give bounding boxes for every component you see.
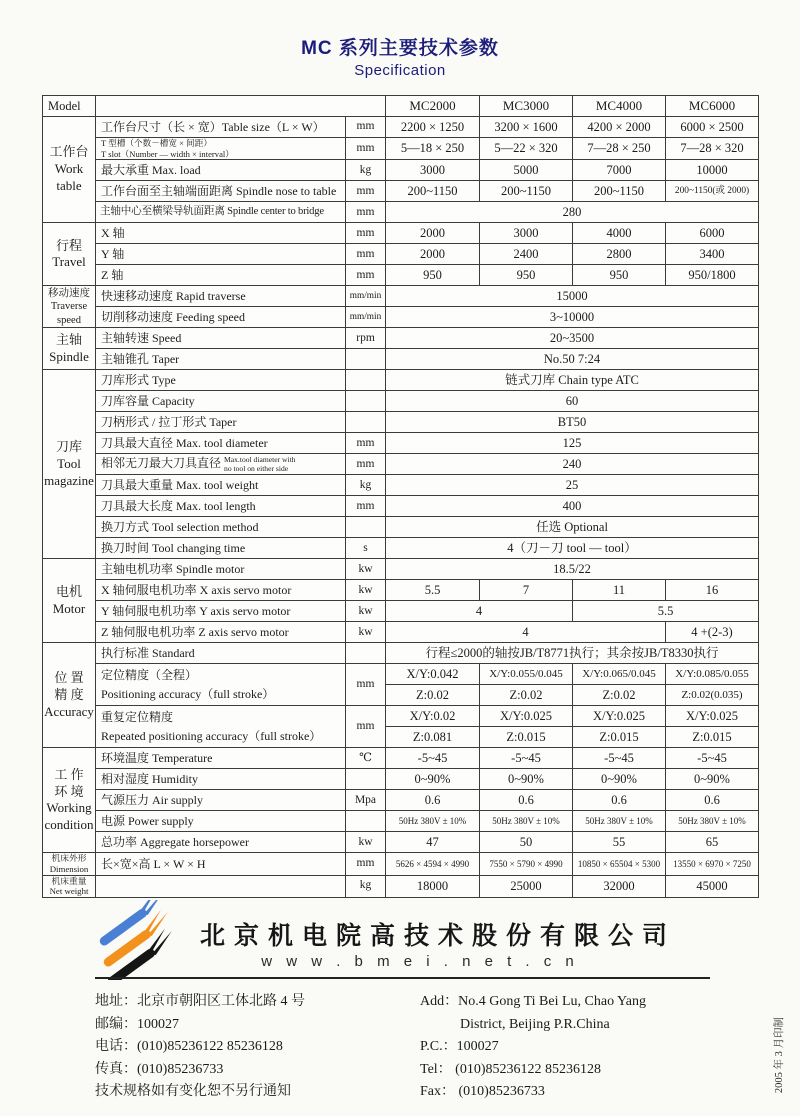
table-cell: T 型槽（个数－槽宽 × 间距） T slot（Number — width × interval） [96,138,346,160]
table-cell: MC3000 [480,96,573,117]
table-cell: Y 轴 [96,244,346,265]
table-cell: 4200 × 2000 [573,117,666,138]
table-cell: s [346,538,386,559]
table-cell [346,412,386,433]
table-cell: 刀具最大直径 Max. tool diameter [96,433,346,454]
table-cell: 4 [386,601,573,622]
table-cell: 50Hz 380V ± 10% [666,811,759,832]
table-cell: -5~45 [573,748,666,769]
table-cell: 400 [386,496,759,517]
table-cell: 32000 [573,875,666,897]
table-cell: Model [43,96,96,117]
table-cell: kw [346,622,386,643]
table-cell: mm [346,244,386,265]
table-cell: 切削移动速度 Feeding speed [96,307,346,328]
table-cell: 重复定位精度 Repeated positioning accuracy（full stroke） [96,706,346,748]
table-cell: 0.6 [386,790,480,811]
table-cell: X/Y:0.042 [386,664,480,685]
table-cell: kg [346,875,386,897]
spec-table-body [43,96,759,898]
table-cell [346,517,386,538]
table-cell [346,769,386,790]
table-cell: mm [346,181,386,202]
table-cell: 3200 × 1600 [480,117,573,138]
table-cell: 55 [573,832,666,853]
table-cell: Z:0.015 [666,727,759,748]
table-cell: 240 [386,454,759,475]
table-cell: 50 [480,832,573,853]
table-cell: 50Hz 380V ± 10% [573,811,666,832]
table-cell: Z:0.02 [573,685,666,706]
table-cell: mm [346,454,386,475]
table-cell: 主轴转速 Speed [96,328,346,349]
table-cell: X/Y:0.085/0.055 [666,664,759,685]
table-cell: 950 [480,265,573,286]
company-website: w w w . b m e i . n e t . c n [261,953,579,970]
table-cell: kg [346,475,386,496]
table-cell: mm/min [346,307,386,328]
table-cell: Mpa [346,790,386,811]
table-cell: mm [346,223,386,244]
table-cell: 2400 [480,244,573,265]
table-cell: X/Y:0.025 [480,706,573,727]
table-cell [346,811,386,832]
table-cell: kg [346,160,386,181]
phone-line-en: Tel： (010)85236122 85236128 [420,1061,602,1077]
table-cell: X/Y:0.02 [386,706,480,727]
table-cell: MC6000 [666,96,759,117]
table-cell: 950/1800 [666,265,759,286]
table-cell: -5~45 [666,748,759,769]
table-cell: 50Hz 380V ± 10% [480,811,573,832]
table-cell: 10000 [666,160,759,181]
address-line: 地址：北京市朝阳区工体北路 4 号 [95,994,305,1009]
table-cell: 50Hz 380V ± 10% [386,811,480,832]
table-cell: 5—22 × 320 [480,138,573,160]
table-cell: MC2000 [386,96,480,117]
page-subtitle: Specification [354,62,446,79]
spec-table [42,95,759,898]
disclaimer-line: 技术规格如有变化恕不另行通知 [95,1084,291,1100]
table-cell: 环境温度 Temperature [96,748,346,769]
table-cell: 65 [666,832,759,853]
table-cell: 电源 Power supply [96,811,346,832]
table-cell: 200~1150 [480,181,573,202]
table-cell: mm [346,706,386,748]
table-cell: Z:0.081 [386,727,480,748]
table-cell: BT50 [386,412,759,433]
table-cell: 气源压力 Air supply [96,790,346,811]
table-cell: 2000 [386,223,480,244]
table-cell: Y 轴伺服电机功率 Y axis servo motor [96,601,346,622]
address-block-cn [95,991,305,1104]
table-cell: 3000 [480,223,573,244]
table-cell: mm [346,138,386,160]
table-cell: 125 [386,433,759,454]
table-cell: 主轴锥孔 Taper [96,349,346,370]
table-cell: 280 [386,202,759,223]
table-cell: 相邻无刀最大刀具直径 Max.tool diameter with no tool on either side [96,454,346,475]
table-cell: X 轴伺服电机功率 X axis servo motor [96,580,346,601]
print-date-note: 2005 年 3 月印制 [774,1016,785,1094]
table-cell: 18000 [386,875,480,897]
table-cell: 任选 Optional [386,517,759,538]
postcode-line: 邮编：100027 [95,1016,179,1032]
table-cell: 机床外形 Dimension [43,853,96,875]
table-cell: mm [346,433,386,454]
table-cell: mm [346,117,386,138]
table-cell: 0~90% [386,769,480,790]
table-cell: Z 轴 [96,265,346,286]
table-cell [346,370,386,391]
table-cell: 0.6 [666,790,759,811]
address-line-en: Add：No.4 Gong Ti Bei Lu, Chao Yang [420,994,646,1009]
table-cell: 5000 [480,160,573,181]
table-cell: 位 置 精 度 Accuracy [43,643,96,748]
table-cell: X/Y:0.025 [666,706,759,727]
table-cell: 7 [480,580,573,601]
postcode-line-en: P.C.：100027 [420,1039,499,1055]
table-cell: 10850 × 65504 × 5300 [573,853,666,875]
table-cell: 7000 [573,160,666,181]
table-cell: 主轴中心至横梁导轨面距离 Spindle center to bridge [96,202,346,223]
table-cell: kw [346,580,386,601]
table-cell: mm [346,496,386,517]
table-cell: 快速移动速度 Rapid traverse [96,286,346,307]
table-cell: -5~45 [386,748,480,769]
table-cell: 定位精度（全程） Positioning accuracy（full stroke） [96,664,346,706]
company-name: 北京机电院高技术股份有限公司 [200,922,677,950]
spec-table-wrap [42,95,759,898]
table-cell: X/Y:0.065/0.045 [573,664,666,685]
fax-line: 传真：(010)85236733 [95,1061,224,1077]
table-cell: 刀具最大长度 Max. tool length [96,496,346,517]
table-cell: 刀库形式 Type [96,370,346,391]
table-cell: 11 [573,580,666,601]
table-cell: 200~1150 [386,181,480,202]
table-cell: 0.6 [480,790,573,811]
table-cell: 3000 [386,160,480,181]
table-cell [346,349,386,370]
table-cell: 0~90% [666,769,759,790]
page-title: MC 系列主要技术参数 [301,38,499,59]
table-cell: 相对湿度 Humidity [96,769,346,790]
table-cell: No.50 7:24 [386,349,759,370]
table-cell: Z 轴伺服电机功率 Z axis servo motor [96,622,346,643]
table-cell: 6000 × 2500 [666,117,759,138]
table-cell: 3400 [666,244,759,265]
table-cell: 最大承重 Max. load [96,160,346,181]
table-cell: 200~1150 [573,181,666,202]
table-cell: kw [346,832,386,853]
table-cell: X/Y:0.025 [573,706,666,727]
table-cell: 4000 [573,223,666,244]
table-cell: 主轴电机功率 Spindle motor [96,559,346,580]
table-cell: 0.6 [573,790,666,811]
table-cell: 60 [386,391,759,412]
table-cell: 工作台 Work table [43,117,96,223]
table-cell: 45000 [666,875,759,897]
table-cell: 链式刀库 Chain type ATC [386,370,759,391]
table-cell: mm [346,265,386,286]
table-cell: 换刀方式 Tool selection method [96,517,346,538]
table-cell: 15000 [386,286,759,307]
table-cell: 4 [386,622,666,643]
table-cell: X/Y:0.055/0.045 [480,664,573,685]
table-cell: rpm [346,328,386,349]
table-cell: 执行标准 Standard [96,643,346,664]
table-cell: 主轴 Spindle [43,328,96,370]
table-cell: 950 [386,265,480,286]
table-cell [346,391,386,412]
table-cell: Z:0.02 [480,685,573,706]
table-cell: mm [346,664,386,706]
table-cell: 950 [573,265,666,286]
table-cell: 移动速度 Traverse speed [43,286,96,328]
address-line-en-2: District, Beijing P.R.China [460,1016,610,1032]
table-cell: 机床重量 Net weight [43,875,96,897]
table-cell: 2800 [573,244,666,265]
table-cell: 工 作 环 境 Working condition [43,748,96,853]
table-cell: 200~1150(或 2000) [666,181,759,202]
table-cell: 5—18 × 250 [386,138,480,160]
table-cell: 0~90% [480,769,573,790]
table-cell: 刀库容量 Capacity [96,391,346,412]
table-cell: kw [346,559,386,580]
table-cell: 工作台面至主轴端面距离 Spindle nose to table [96,181,346,202]
table-cell: 2200 × 1250 [386,117,480,138]
table-cell: 20~3500 [386,328,759,349]
table-cell: 刀库 Tool magazine [43,370,96,559]
table-cell: 5.5 [386,580,480,601]
table-cell: 7—28 × 320 [666,138,759,160]
table-cell: 0~90% [573,769,666,790]
table-cell: mm [346,202,386,223]
table-cell: 7—28 × 250 [573,138,666,160]
table-cell: 行程 Travel [43,223,96,286]
address-block-en [420,991,646,1104]
table-cell: kw [346,601,386,622]
table-cell: 刀柄形式 / 拉丁形式 Taper [96,412,346,433]
table-cell: Z:0.015 [573,727,666,748]
table-cell: 4（刀－刀 tool — tool） [386,538,759,559]
table-cell: 25000 [480,875,573,897]
table-cell: 换刀时间 Tool changing time [96,538,346,559]
table-cell: 16 [666,580,759,601]
phone-line: 电话：(010)85236122 85236128 [95,1039,283,1055]
table-cell: 5626 × 4594 × 4990 [386,853,480,875]
table-cell: 3~10000 [386,307,759,328]
table-cell: -5~45 [480,748,573,769]
table-cell: Z:0.02(0.035) [666,685,759,706]
fax-line-en: Fax： (010)85236733 [420,1084,545,1100]
table-cell: 2000 [386,244,480,265]
table-cell: 电机 Motor [43,559,96,643]
footer-divider [95,977,710,979]
table-cell: mm/min [346,286,386,307]
table-cell: 行程≤2000的轴按JB/T8771执行；其余按JB/T8330执行 [386,643,759,664]
table-cell: 5.5 [573,601,759,622]
table-cell: MC4000 [573,96,666,117]
bmei-logo [88,900,198,980]
table-cell: mm [346,853,386,875]
table-cell [346,643,386,664]
bmei-logo-icon [88,900,198,980]
table-cell: 总功率 Aggregate horsepower [96,832,346,853]
table-cell [96,96,386,117]
table-cell: 18.5/22 [386,559,759,580]
table-cell: Z:0.015 [480,727,573,748]
table-cell: 工作台尺寸（长 × 宽）Table size（L × W） [96,117,346,138]
table-cell: 长×宽×高 L × W × H [96,853,346,875]
table-cell: 4 +(2-3) [666,622,759,643]
table-cell [96,875,346,897]
table-cell: 刀具最大重量 Max. tool weight [96,475,346,496]
table-cell: 13550 × 6970 × 7250 [666,853,759,875]
table-cell: 6000 [666,223,759,244]
table-cell: Z:0.02 [386,685,480,706]
table-cell: X 轴 [96,223,346,244]
table-cell: 7550 × 5790 × 4990 [480,853,573,875]
table-cell: ℃ [346,748,386,769]
table-cell: 25 [386,475,759,496]
table-cell: 47 [386,832,480,853]
